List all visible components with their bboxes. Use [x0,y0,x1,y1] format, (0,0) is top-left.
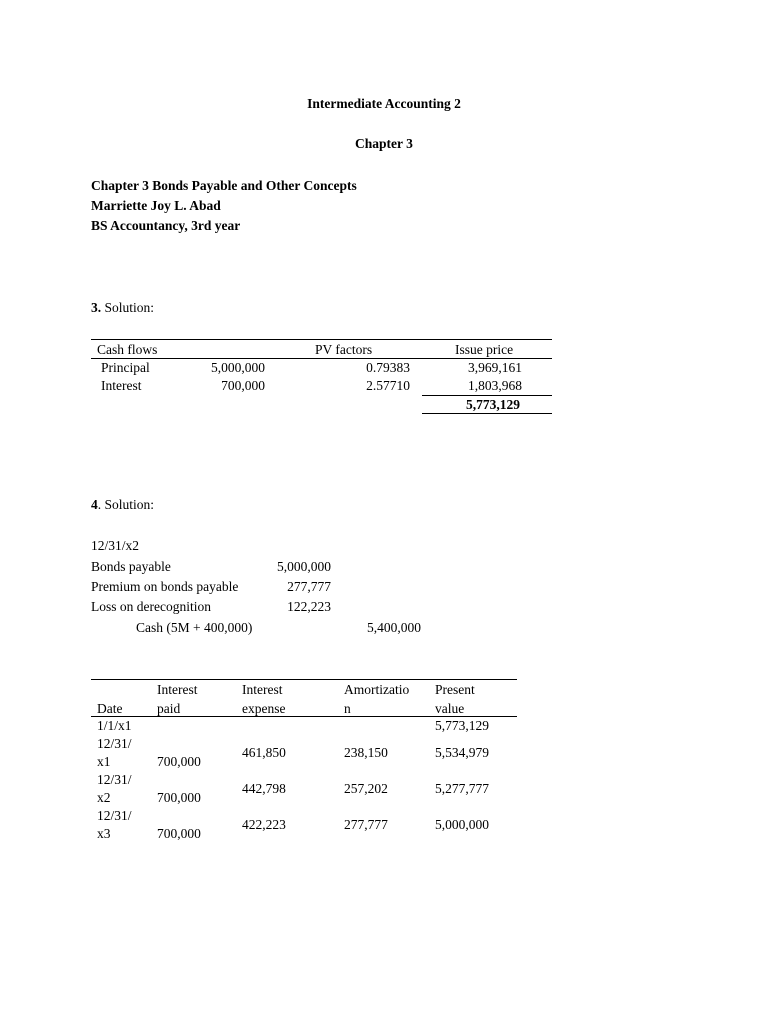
amortization-top-rule [91,679,517,680]
header-pv-factors: PV factors [315,342,373,357]
problem-4-heading [91,496,154,513]
amort-row-expense: 461,850 [242,745,286,760]
amort-row-expense: 442,798 [242,781,286,796]
amort-row-paid: 700,000 [157,754,201,769]
problem-3-number: 3. [91,300,102,315]
amort-row-date: 12/31/ [97,772,132,787]
amort-row-date-2: x3 [97,826,111,841]
row-principal-price: 3,969,161 [468,360,522,375]
entry-account: Bonds payable [91,559,171,574]
amort-row-pv: 5,000,000 [435,817,489,832]
header-interest-paid-2: paid [157,701,181,716]
entry-debit: 5,000,000 [277,559,331,574]
amort-row-amortization: 277,777 [344,817,388,832]
entry-date: 12/31/x2 [91,538,140,553]
amort-row-paid: 700,000 [157,826,201,841]
header-interest-paid: Interest [157,682,198,697]
problem-3-heading [91,299,154,316]
row-principal-item: Principal [101,360,150,375]
amort-row-date-2: x2 [97,790,111,805]
amort-row-date: 12/31/ [97,808,132,823]
row-interest-item: Interest [101,378,142,393]
header-present-value: Present [435,682,475,697]
entry-debit: 122,223 [287,599,331,614]
amort-row-pv: 5,277,777 [435,781,489,796]
problem-3-label: Solution: [101,300,155,315]
entry-account: Cash (5M + 400,000) [136,620,253,635]
program-info: BS Accountancy, 3rd year [91,218,241,233]
row-principal-factor: 0.79383 [366,360,410,375]
chapter-heading: Chapter 3 [355,136,413,151]
cash-flow-top-rule [91,339,552,340]
header-date: Date [97,701,123,716]
amort-row-expense: 422,223 [242,817,286,832]
header-amortization-2: n [344,701,351,716]
problem-4-label: . Solution: [97,497,155,512]
amort-row-date: 1/1/x1 [97,718,132,733]
author-name: Marriette Joy L. Abad [91,198,221,213]
amort-row-date-2: x1 [97,754,111,769]
row-interest-amount: 700,000 [221,378,265,393]
row-principal-amount: 5,000,000 [211,360,265,375]
entry-account: Loss on derecognition [91,599,211,614]
entry-credit: 5,400,000 [367,620,421,635]
amort-row-paid: 700,000 [157,790,201,805]
issue-price-total: 5,773,129 [466,397,520,412]
header-present-value-2: value [435,701,465,716]
amort-row-pv: 5,773,129 [435,718,489,733]
amort-row-amortization: 257,202 [344,781,388,796]
amort-row-date: 12/31/ [97,736,132,751]
row-interest-price: 1,803,968 [468,378,522,393]
entry-account: Premium on bonds payable [91,579,239,594]
amort-row-pv: 5,534,979 [435,745,489,760]
total-bottom-rule [422,413,552,414]
header-cash-flows: Cash flows [97,342,158,357]
header-interest-expense-2: expense [242,701,286,716]
header-amortization: Amortizatio [344,682,410,697]
header-interest-expense: Interest [242,682,283,697]
header-issue-price: Issue price [455,342,514,357]
problem-4-number: 4 [91,497,98,512]
topic-title: Chapter 3 Bonds Payable and Other Concepts [91,178,357,193]
amort-row-amortization: 238,150 [344,745,388,760]
row-interest-factor: 2.57710 [366,378,410,393]
entry-debit: 277,777 [287,579,331,594]
course-title: Intermediate Accounting 2 [307,96,461,111]
